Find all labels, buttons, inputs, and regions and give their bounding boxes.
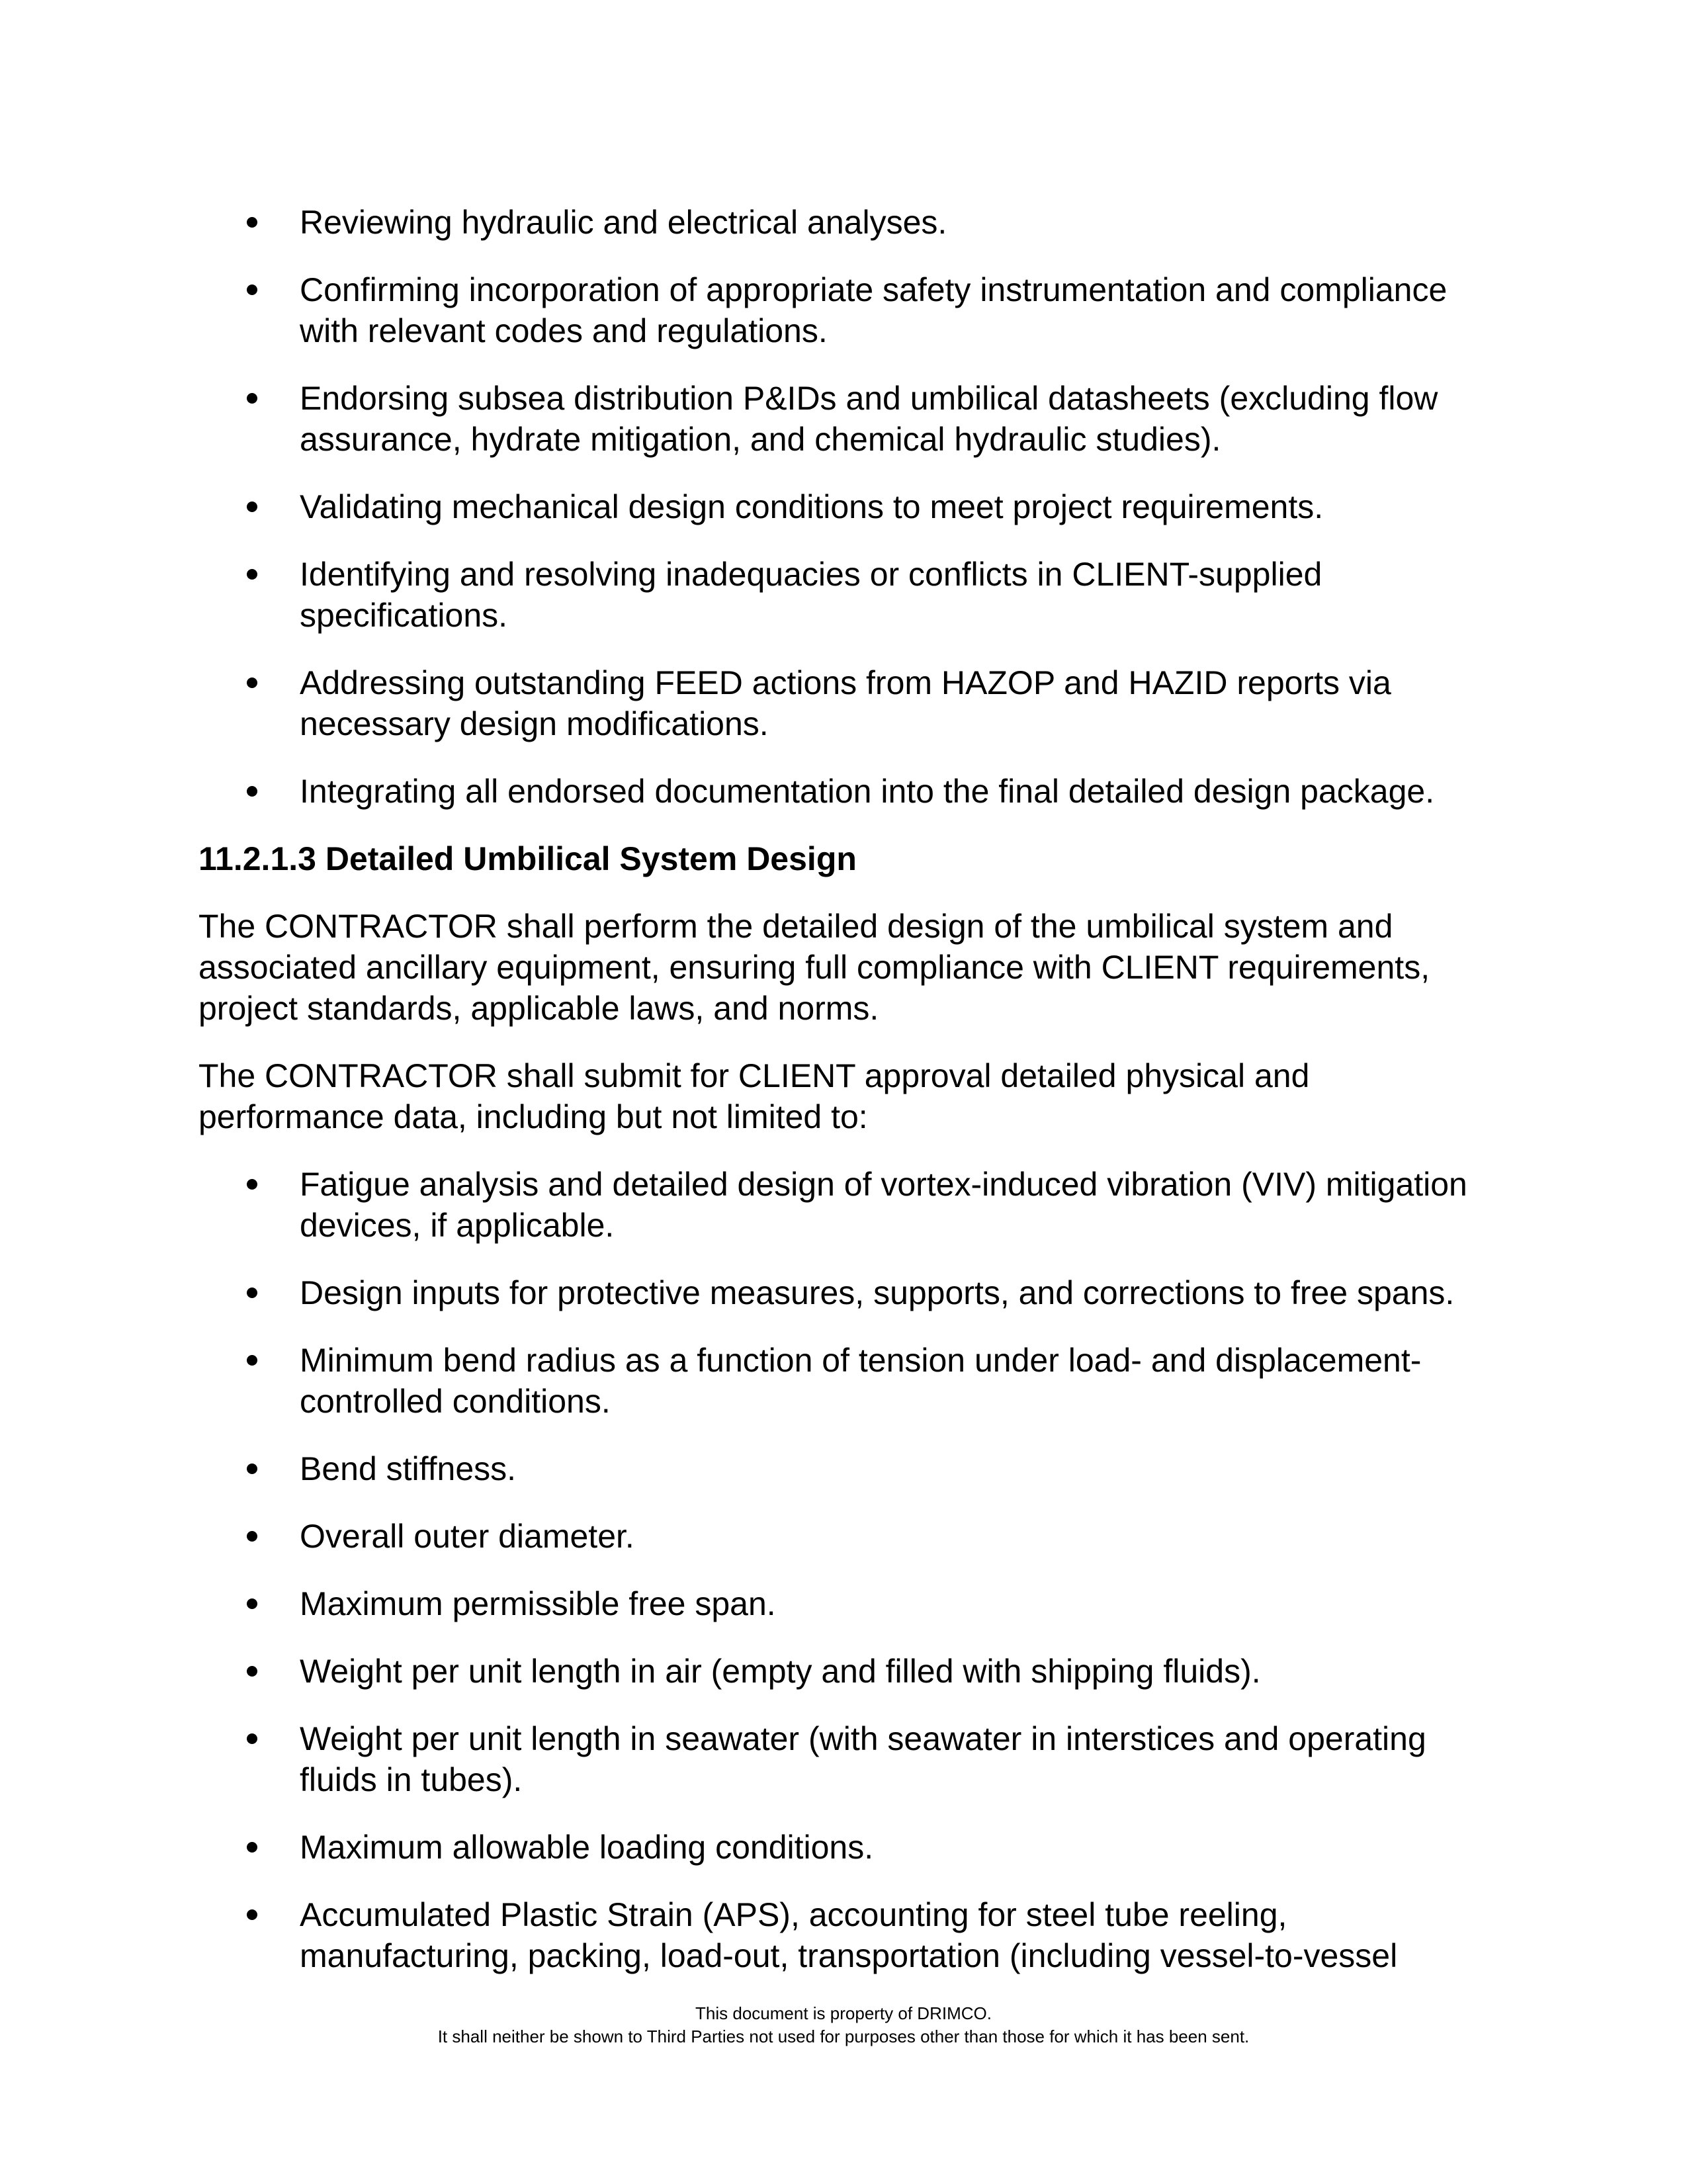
- list-item: Validating mechanical design conditions to meet project requirements.: [198, 486, 1489, 527]
- list-item: Addressing outstanding FEED actions from HAZOP and HAZID reports via necessary design modifications.: [198, 662, 1489, 744]
- list-item: Maximum allowable loading conditions.: [198, 1827, 1489, 1868]
- document-content: [198, 202, 1489, 2003]
- footer-line-2: It shall neither be shown to Third Parties not used for purposes other than those for which it has been sent.: [437, 2027, 1250, 2046]
- list-item: Confirming incorporation of appropriate safety instrumentation and compliance with relevant codes and regulations.: [198, 269, 1489, 351]
- list-item: Overall outer diameter.: [198, 1516, 1489, 1557]
- list-item: Identifying and resolving inadequacies or conflicts in CLIENT-supplied specifications.: [198, 554, 1489, 636]
- list-item: Accumulated Plastic Strain (APS), accounting for steel tube reeling, manufacturing, packing, load-out, transportation (including vessel-to-vessel: [198, 1894, 1489, 1976]
- footer-line-1: This document is property of DRIMCO.: [695, 2003, 992, 2023]
- list-item: Bend stiffness.: [198, 1448, 1489, 1489]
- section-heading: 11.2.1.3 Detailed Umbilical System Design: [198, 840, 857, 877]
- page-footer: [0, 2002, 1687, 2048]
- list-item: Reviewing hydraulic and electrical analyses.: [198, 202, 1489, 243]
- list-item: Weight per unit length in seawater (with seawater in interstices and operating fluids in tubes).: [198, 1718, 1489, 1800]
- list-item: Design inputs for protective measures, supports, and corrections to free spans.: [198, 1272, 1489, 1313]
- bullet-list-responsibilities: [198, 202, 1489, 812]
- bullet-list-performance-data: [198, 1164, 1489, 1976]
- list-item: Fatigue analysis and detailed design of vortex-induced vibration (VIV) mitigation devices, if applicable.: [198, 1164, 1489, 1246]
- list-item: Maximum permissible free span.: [198, 1583, 1489, 1624]
- list-item: Minimum bend radius as a function of tension under load- and displacement-controlled conditions.: [198, 1340, 1489, 1422]
- list-item: Weight per unit length in air (empty and filled with shipping fluids).: [198, 1651, 1489, 1692]
- list-item: Integrating all endorsed documentation into the final detailed design package.: [198, 771, 1489, 812]
- paragraph-submit-data: The CONTRACTOR shall submit for CLIENT approval detailed physical and performance data, including but not limited to:: [198, 1057, 1310, 1135]
- paragraph-detailed-design: The CONTRACTOR shall perform the detailed design of the umbilical system and associated ancillary equipment, ensuring full compliance with CLIENT requirements, project standards, applicable laws, and norms.: [198, 908, 1430, 1027]
- list-item: Endorsing subsea distribution P&IDs and umbilical datasheets (excluding flow assurance, hydrate mitigation, and chemical hydraulic studies).: [198, 378, 1489, 460]
